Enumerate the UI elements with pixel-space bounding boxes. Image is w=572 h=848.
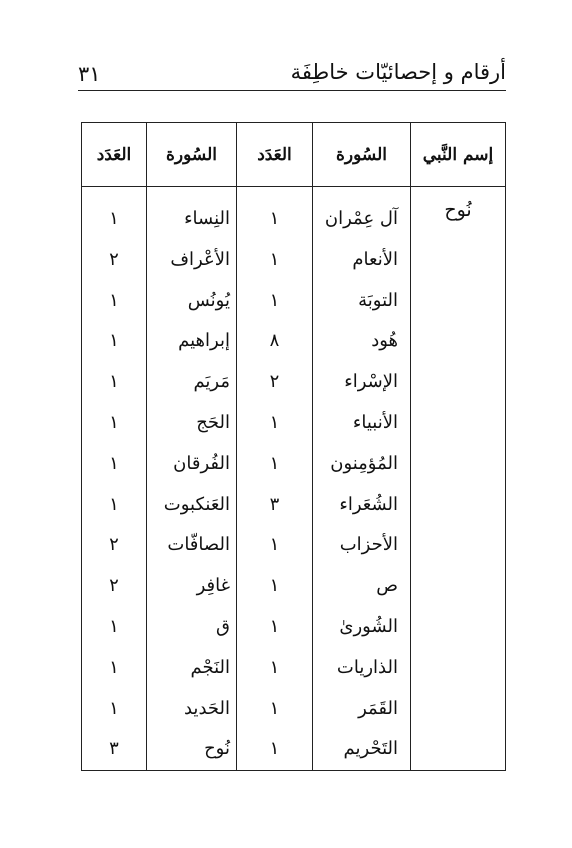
surah-name-a: التوبَة (358, 289, 398, 311)
surah-name-a: آل عِمْران (324, 208, 398, 229)
surah-name-b: يُونُس (187, 289, 230, 311)
surah-name-b: الحَج (196, 411, 230, 433)
mention-count-b: ١ (109, 697, 119, 719)
surah-name-a: الأنبياء (352, 411, 398, 433)
mention-count-a: ١ (269, 656, 280, 678)
surah-a-column (313, 187, 411, 771)
mention-count-a: ١ (269, 575, 280, 597)
surah-name-b: الصافّات (167, 534, 230, 556)
mention-count-a: ١ (269, 289, 280, 311)
mention-count-b: ٢ (109, 534, 119, 556)
table-body-row (82, 187, 506, 771)
mention-count-b: ١ (109, 208, 119, 229)
surah-name-b: النَجْم (190, 656, 230, 678)
surah-name-b: مَريَم (193, 371, 230, 393)
surah-name-a: الأحزاب (339, 534, 398, 556)
surah-name-b: الفُرقان (173, 452, 230, 474)
mention-count-b: ١ (109, 289, 119, 311)
prophet-name: نُوح (444, 199, 472, 221)
surah-name-a: الإسْراء (344, 371, 398, 393)
page-header (78, 54, 506, 91)
mention-count-a: ١ (269, 534, 280, 556)
header-prophet: إسم النَّبي (411, 123, 506, 187)
surah-a-list (313, 187, 410, 770)
mention-count-a: ١ (269, 615, 280, 637)
surah-mention-table (81, 122, 506, 771)
surah-b-column (147, 187, 237, 771)
surah-name-a: الذاريات (336, 656, 398, 678)
mention-count-a: ٣ (269, 493, 280, 515)
running-title: أرقام و إحصائيّات خاطِفَة (290, 60, 506, 84)
surah-name-b: ق (216, 615, 230, 637)
mention-count-b: ١ (109, 411, 119, 433)
header-count-a: العَدَد (237, 123, 313, 187)
mention-count-a: ١ (269, 411, 280, 433)
count-b-list (82, 187, 146, 770)
mention-count-a: ١ (269, 452, 280, 474)
prophet-cell (411, 187, 506, 771)
surah-name-b: إبراهيم (178, 330, 230, 352)
surah-name-b: النِساء (184, 208, 230, 229)
mention-count-b: ١ (109, 615, 119, 637)
table-header-row (82, 123, 506, 187)
mention-count-b: ١ (109, 493, 119, 515)
header-surah-a: السُورة (313, 123, 411, 187)
mention-count-b: ١ (109, 371, 119, 393)
surah-name-b: الحَديد (183, 697, 230, 719)
page-number: ٣١ (78, 62, 101, 86)
header-surah-b: السُورة (147, 123, 237, 187)
surah-name-a: ص (376, 575, 398, 597)
mention-count-b: ١ (109, 452, 119, 474)
surah-name-a: الشُعَراء (339, 493, 398, 515)
surah-name-a: الشُورىٰ (339, 615, 398, 637)
count-a-list (237, 187, 312, 770)
surah-name-b: غافِر (196, 575, 230, 597)
mention-count-b: ١ (109, 656, 119, 678)
surah-b-list (147, 187, 236, 770)
surah-name-a: المُؤمِنون (330, 452, 398, 474)
surah-name-a: القَمَر (358, 697, 398, 719)
mention-count-b: ١ (109, 330, 119, 352)
mention-count-a: ١ (269, 208, 280, 229)
surah-name-b: العَنكبوت (163, 493, 230, 515)
mention-count-a: ١ (269, 248, 280, 270)
mention-count-a: ١ (269, 697, 280, 719)
mention-count-b: ٢ (109, 248, 119, 270)
mention-count-a: ٨ (269, 330, 280, 352)
surah-name-b: الأعْراف (170, 248, 230, 270)
surah-name-b: نُوح (204, 738, 230, 760)
surah-name-a: التَحْريم (343, 738, 398, 760)
header-count-b: العَدَد (82, 123, 147, 187)
mention-count-b: ٢ (109, 575, 119, 597)
surah-name-a: هُود (371, 330, 398, 352)
count-b-column (82, 187, 147, 771)
mention-count-b: ٣ (109, 738, 119, 760)
surah-name-a: الأنعام (352, 248, 398, 270)
mention-count-a: ١ (269, 738, 280, 760)
count-a-column (237, 187, 313, 771)
mention-count-a: ٢ (269, 371, 280, 393)
